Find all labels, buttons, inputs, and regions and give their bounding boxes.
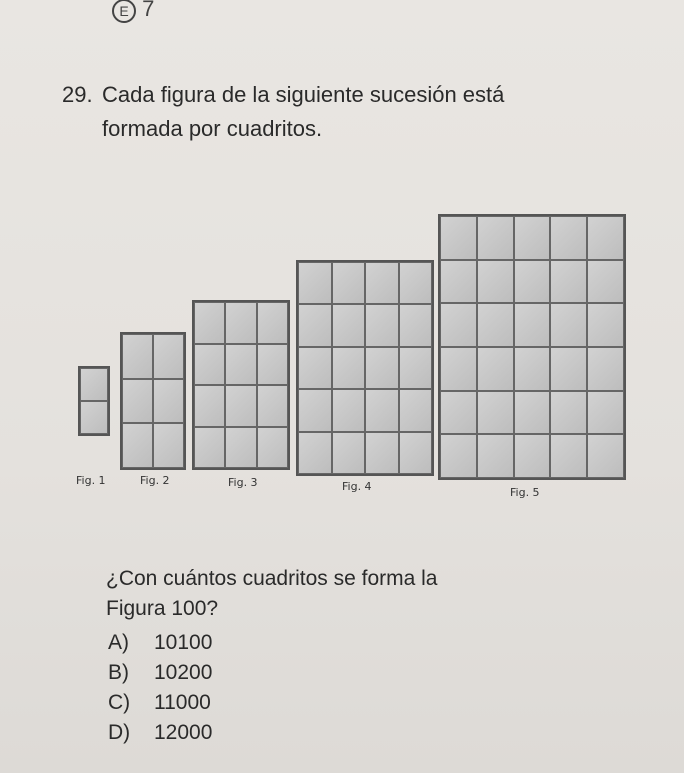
grid-square — [225, 427, 256, 469]
grid-square — [122, 423, 153, 468]
option-value: 11000 — [154, 691, 211, 714]
grid-square — [514, 347, 551, 391]
sub-question — [106, 564, 606, 624]
grid-square — [587, 347, 624, 391]
grid-square — [80, 401, 108, 434]
grid-square — [122, 334, 153, 379]
grid-square — [225, 344, 256, 386]
grid-square — [399, 389, 433, 431]
answer-options — [108, 628, 212, 748]
grid-square — [399, 347, 433, 389]
grid-square — [440, 260, 477, 304]
grid-square — [440, 303, 477, 347]
option-letter: C) — [108, 691, 131, 714]
grid-square — [514, 434, 551, 478]
option-value: 12000 — [154, 721, 213, 744]
grid-square — [440, 434, 477, 478]
grid-square — [365, 432, 399, 474]
grid-square — [587, 216, 624, 260]
grid-square — [257, 302, 288, 344]
grid-square — [122, 379, 153, 424]
option-letter: D) — [108, 721, 131, 744]
grid-square — [298, 389, 332, 431]
grid-square — [477, 216, 514, 260]
option-value: 10200 — [154, 661, 213, 684]
grid-square — [550, 216, 587, 260]
figure-3-label: Fig. 3 — [228, 476, 258, 489]
grid-square — [514, 216, 551, 260]
grid-square — [550, 434, 587, 478]
grid-square — [332, 304, 366, 346]
grid-square — [440, 216, 477, 260]
figure-2-label: Fig. 2 — [140, 474, 170, 487]
grid-square — [399, 304, 433, 346]
figure-5-grid — [438, 214, 626, 480]
grid-square — [257, 427, 288, 469]
grid-square — [365, 389, 399, 431]
grid-square — [477, 347, 514, 391]
grid-square — [80, 368, 108, 401]
grid-square — [194, 427, 225, 469]
figure-1-grid — [78, 366, 110, 436]
option-a[interactable] — [108, 628, 212, 658]
grid-square — [440, 347, 477, 391]
grid-square — [332, 389, 366, 431]
option-letter: B) — [108, 661, 129, 684]
option-c[interactable] — [108, 688, 212, 718]
option-letter: A) — [108, 631, 129, 654]
grid-square — [550, 303, 587, 347]
question-number: 29. — [62, 82, 93, 107]
previous-answer-letter: E — [112, 0, 136, 23]
grid-square — [257, 385, 288, 427]
question-line-1: Cada figura de la siguiente sucesión está — [102, 82, 505, 107]
figure-2-grid — [120, 332, 186, 470]
grid-square — [194, 385, 225, 427]
figure-3-grid — [192, 300, 290, 470]
figure-4-grid — [296, 260, 434, 476]
question-line-2: formada por cuadritos. — [102, 116, 323, 141]
grid-square — [587, 391, 624, 435]
grid-square — [153, 423, 184, 468]
grid-square — [225, 385, 256, 427]
grid-square — [298, 262, 332, 304]
grid-square — [587, 260, 624, 304]
option-b[interactable] — [108, 658, 212, 688]
grid-square — [550, 347, 587, 391]
grid-square — [477, 391, 514, 435]
grid-square — [194, 302, 225, 344]
grid-square — [298, 304, 332, 346]
previous-answer-text: 7 — [142, 0, 155, 21]
sub-question-line-1: ¿Con cuántos cuadritos se forma la — [106, 567, 438, 590]
grid-square — [153, 379, 184, 424]
grid-square — [298, 432, 332, 474]
grid-square — [477, 260, 514, 304]
grid-square — [225, 302, 256, 344]
grid-square — [332, 432, 366, 474]
grid-square — [153, 334, 184, 379]
figure-5-label: Fig. 5 — [510, 486, 540, 499]
option-d[interactable] — [108, 718, 212, 748]
grid-square — [332, 262, 366, 304]
grid-square — [514, 303, 551, 347]
grid-square — [365, 262, 399, 304]
grid-square — [514, 391, 551, 435]
grid-square — [257, 344, 288, 386]
grid-square — [550, 260, 587, 304]
grid-square — [587, 303, 624, 347]
sub-question-line-2: Figura 100? — [106, 597, 219, 620]
grid-square — [332, 347, 366, 389]
grid-square — [514, 260, 551, 304]
grid-square — [477, 303, 514, 347]
grid-square — [399, 432, 433, 474]
figure-1-label: Fig. 1 — [76, 474, 106, 487]
grid-square — [477, 434, 514, 478]
grid-square — [440, 391, 477, 435]
grid-square — [550, 391, 587, 435]
grid-square — [194, 344, 225, 386]
grid-square — [399, 262, 433, 304]
grid-square — [365, 304, 399, 346]
grid-square — [298, 347, 332, 389]
grid-square — [365, 347, 399, 389]
option-value: 10100 — [154, 631, 213, 654]
grid-square — [587, 434, 624, 478]
figure-4-label: Fig. 4 — [342, 480, 372, 493]
